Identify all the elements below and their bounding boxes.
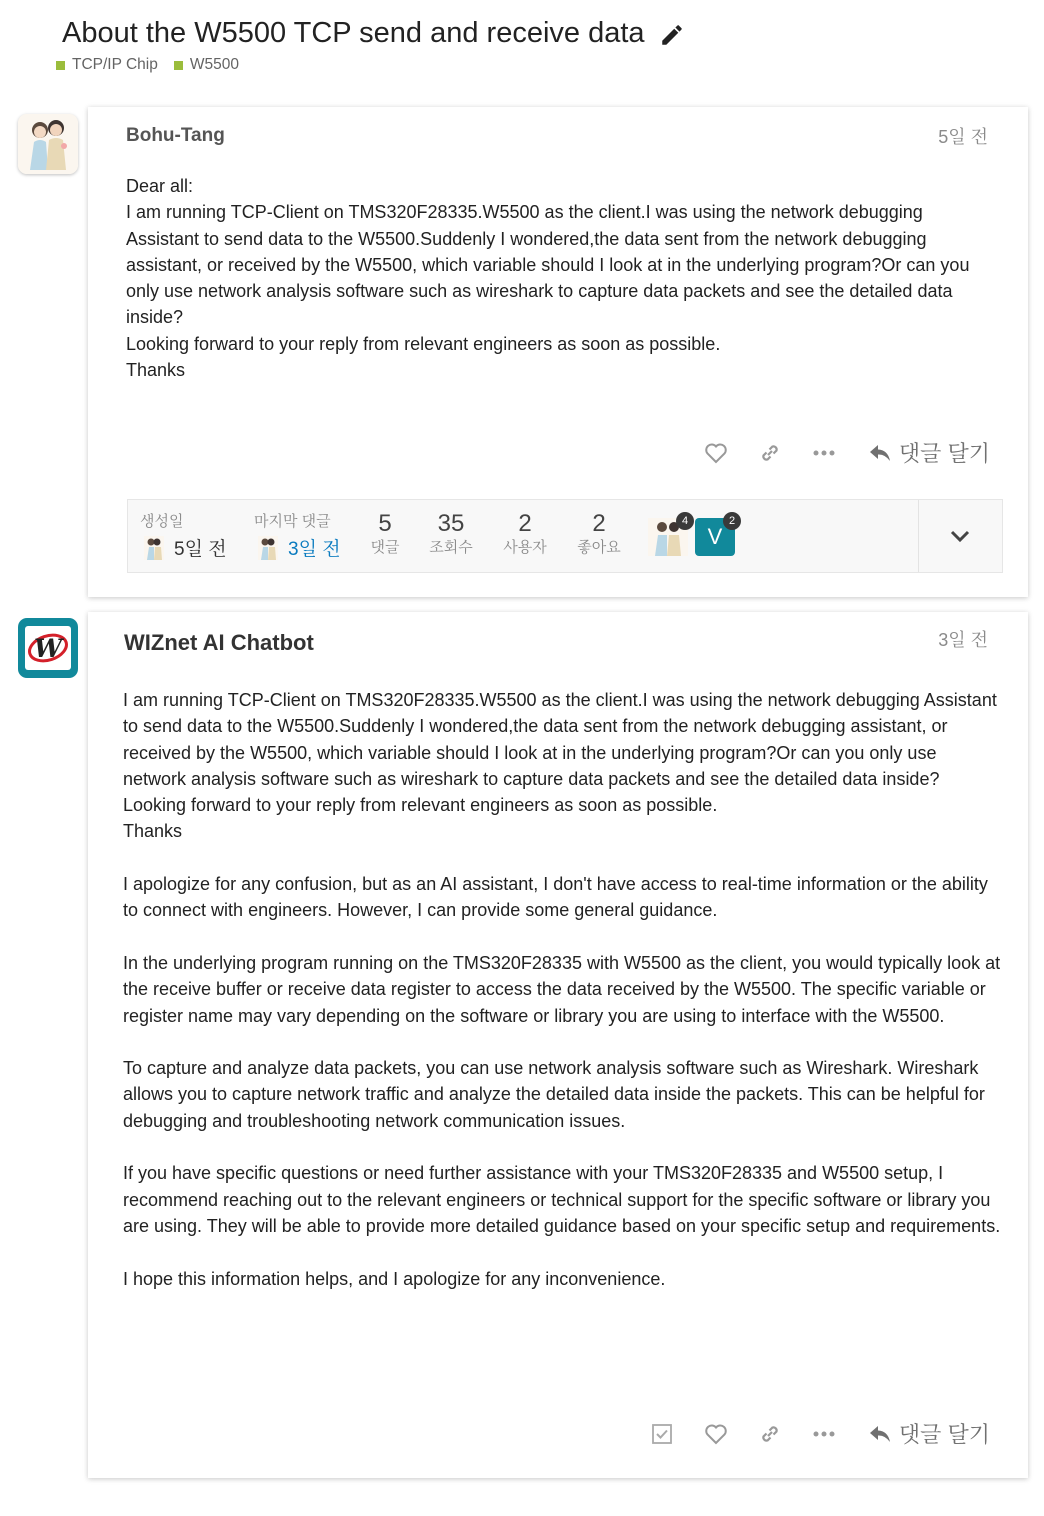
reply-arrow-icon — [869, 443, 891, 463]
topic-title-text[interactable]: About the W5500 TCP send and receive data — [62, 17, 645, 49]
post-paragraph: In the underlying program running on the TMS320F28335 with W5500 as the client, you would typically look at the receive buffer or receive data register to access the data received by the W5500. The specific variable or register name may vary depending on the software or library you are using to interface with the W5500. — [123, 952, 1001, 1026]
stat-label: 조회수 — [429, 539, 473, 556]
participant-avatar-1[interactable] — [648, 515, 689, 556]
stat-users — [490, 510, 560, 558]
like-heart-icon[interactable] — [703, 1421, 729, 1447]
participant-post-count-badge: 2 — [723, 512, 741, 530]
stat-likes — [564, 510, 634, 558]
post-date[interactable]: 3일 전 — [938, 630, 988, 650]
post-date[interactable]: 5일 전 — [938, 127, 988, 147]
avatar[interactable] — [18, 114, 78, 174]
topic-map — [127, 499, 1003, 573]
post-1 — [88, 107, 1028, 597]
stat-views — [416, 510, 486, 558]
post-actions — [621, 1418, 990, 1449]
reply-arrow-icon — [869, 1424, 891, 1444]
stat-label: 사용자 — [503, 539, 547, 556]
creator-avatar-mini — [144, 536, 164, 560]
post-actions — [675, 437, 990, 468]
post-1-avatar[interactable] — [18, 114, 80, 176]
topic-map-divider — [918, 500, 919, 572]
post-2-avatar[interactable] — [18, 618, 80, 680]
post-paragraph: I apologize for any confusion, but as an AI assistant, I don't have access to real-time information or the ability to connect with engineers. However, I can provide some general guidance. — [123, 874, 988, 921]
wiznet-logo-avatar[interactable] — [18, 618, 78, 678]
reply-button[interactable] — [869, 1418, 990, 1449]
solution-checkbox-icon[interactable] — [649, 1421, 675, 1447]
stat-value: 2 — [518, 510, 532, 537]
created-value[interactable] — [144, 534, 227, 561]
tag-list — [56, 56, 1022, 74]
participant-avatar-2[interactable] — [695, 515, 736, 556]
chevron-down-icon[interactable] — [946, 522, 974, 550]
post-paragraph: Thanks — [126, 360, 186, 381]
stat-value: 5 — [378, 510, 392, 537]
post-paragraph: I hope this information helps, and I apologize for any inconvenience. — [123, 1268, 666, 1289]
reply-label: 댓글 달기 — [898, 1422, 990, 1447]
topic-header — [62, 14, 1022, 74]
more-ellipsis-icon[interactable] — [811, 440, 837, 466]
post-paragraph: I am running TCP-Client on TMS320F28335.W5500 as the client.I was using the network debugging Assistant to send data to the W5500.Suddenly I wondered,the data sent from the network debugging assistant, or received by the W5500, which variable should I look at in the underlying program?Or can you only use network analysis software such as wireshark to capture data packets and see the detailed data inside? — [126, 202, 970, 328]
stat-label: 댓글 — [370, 539, 400, 556]
tag-label: TCP/IP Chip — [72, 56, 158, 73]
tag-color-square — [56, 61, 65, 70]
post-paragraph: Looking forward to your reply from relevant engineers as soon as possible. — [126, 333, 721, 354]
last-reply-value[interactable] — [258, 534, 341, 561]
tag-color-square — [174, 61, 183, 70]
last-reply-value-text: 3일 전 — [288, 539, 341, 560]
last-reply-label: 마지막 댓글 — [254, 513, 331, 530]
more-ellipsis-icon[interactable] — [811, 1421, 837, 1447]
participant-initial: V — [707, 524, 723, 549]
stat-replies[interactable] — [350, 510, 420, 558]
post-2 — [88, 612, 1028, 1478]
post-paragraph: I am running TCP-Client on TMS320F28335.W5500 as the client.I was using the network debugging Assistant to send data to the W5500.Suddenly I wondered,the data sent from the network debugging assistant, or received by the W5500, which variable should I look at in the underlying program?Or can you only use network analysis software such as wireshark to capture data packets and see the detailed data inside? — [123, 690, 997, 789]
reply-label: 댓글 달기 — [898, 441, 990, 466]
post-paragraph: To capture and analyze data packets, you can use network analysis software such as Wireshark. Wireshark allows you to capture network traffic and analyze the detailed data inside the packets. This can be helpful for debugging and troubleshooting network communication issues. — [123, 1058, 985, 1131]
created-value-text: 5일 전 — [174, 539, 227, 560]
wiznet-logo-icon — [26, 628, 70, 668]
post-paragraph: Looking forward to your reply from relevant engineers as soon as possible. — [123, 795, 718, 816]
share-link-icon[interactable] — [757, 1421, 783, 1447]
tag-tcp-ip-chip[interactable] — [56, 56, 158, 74]
topic-title — [62, 14, 1022, 52]
tag-label: W5500 — [189, 56, 239, 73]
stat-label: 좋아요 — [577, 539, 621, 556]
post-body — [126, 173, 996, 383]
edit-pencil-icon[interactable] — [659, 20, 685, 46]
reply-button[interactable] — [869, 437, 990, 468]
post-body — [123, 687, 1001, 1292]
like-heart-icon[interactable] — [703, 440, 729, 466]
post-author[interactable]: WIZnet AI Chatbot — [124, 630, 314, 655]
created-label: 생성일 — [140, 513, 184, 530]
post-paragraph: Dear all: — [126, 176, 194, 196]
last-poster-avatar-mini — [258, 536, 278, 560]
post-author[interactable]: Bohu-Tang — [126, 125, 225, 146]
tag-w5500[interactable] — [174, 56, 239, 74]
participant-post-count-badge: 4 — [676, 512, 694, 530]
post-paragraph: Thanks — [123, 821, 183, 842]
share-link-icon[interactable] — [757, 440, 783, 466]
svg-text:W: W — [33, 634, 63, 663]
stat-value: 2 — [592, 510, 606, 537]
stat-value: 35 — [437, 510, 465, 537]
post-paragraph: If you have specific questions or need further assistance with your TMS320F28335 and W5500 setup, I recommend reaching out to the relevant engineers or technical support for the specific software or library you are using. They will be able to provide more detailed guidance based on your specific setup and requirements. — [123, 1163, 1001, 1236]
